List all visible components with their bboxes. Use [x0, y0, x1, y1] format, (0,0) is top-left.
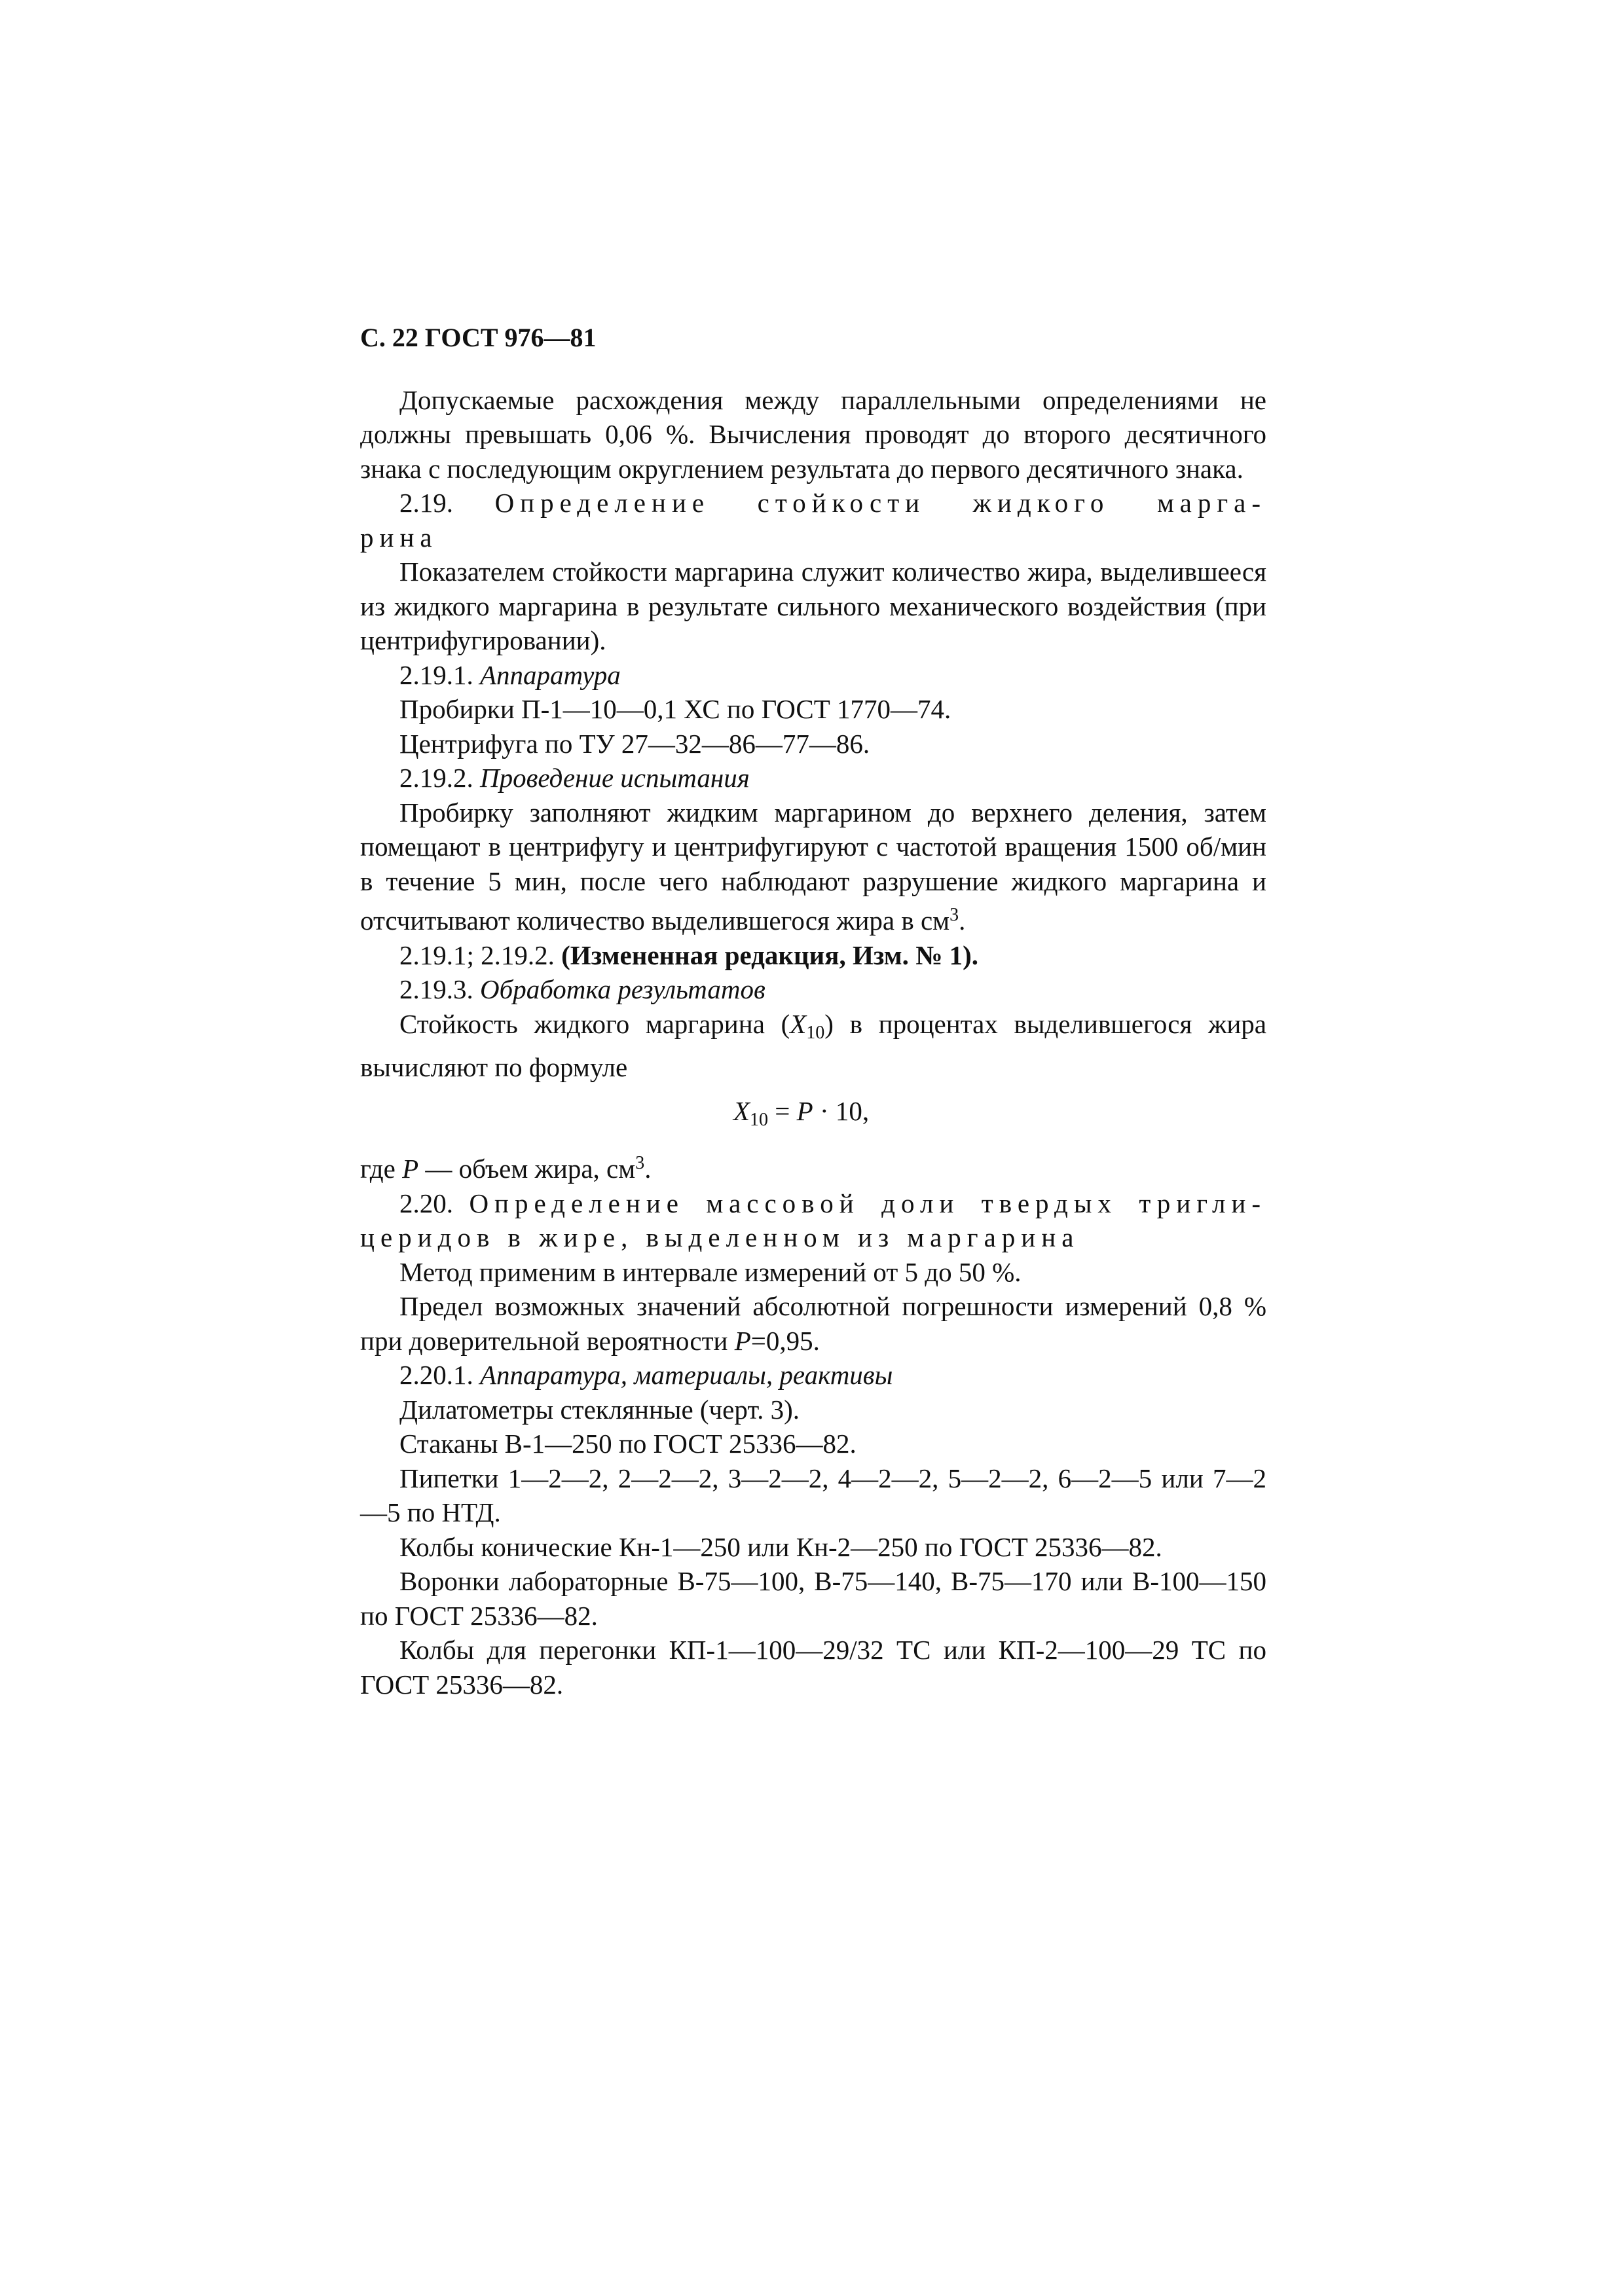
list-item: Стаканы В-1—250 по ГОСТ 25336—82. [399, 1429, 857, 1459]
paragraph-range: Метод применим в интервале измерений от 5 до 50 %. [399, 1256, 1022, 1287]
variable-p: P [734, 1325, 751, 1356]
section-title: Аппаратура, материалы, реактивы [480, 1360, 893, 1390]
amendment-ref: 2.19.1; 2.19.2. [399, 939, 555, 970]
variable-x: X [790, 1008, 807, 1039]
paragraph-calculation: Стойкость жидкого маргарина $(X_{10})$ в процентах выделившегося жира вычисляют по формуле [360, 1008, 1267, 1082]
section-title: Обработка результатов [480, 974, 765, 1004]
paragraph-error-limit: Предел возможных значений абсолютной погрешности измерений 0,8 % при доверительной вероятности P=0,95. [360, 1291, 1266, 1356]
section-title-continuation: рина [360, 522, 438, 553]
document-page [360, 321, 1266, 1702]
section-title: Определение массовой доли твердых тригли- [469, 1188, 1266, 1218]
section-number: 2.19. [399, 488, 453, 518]
running-header: С. 22 ГОСТ 976—81 [360, 323, 597, 352]
formula-equals: = [768, 1095, 797, 1126]
section-title: Определение стойкости жидкого марга- [494, 488, 1267, 518]
section-2-19-heading-cont [360, 520, 1266, 555]
legend-variable: P [402, 1154, 419, 1184]
formula [360, 1094, 1266, 1138]
section-number: 2.19.3. [399, 974, 473, 1004]
formula-lhs: X [733, 1095, 750, 1126]
section-number: 2.20.1. [399, 1360, 473, 1390]
formula-rest: · 10, [813, 1095, 870, 1126]
section-number: 2.19.2. [399, 763, 473, 793]
list-item: Воронки лабораторные В-75—100, В-75—140, В-75—170 или В-100—150 по ГОСТ 25336—82. [360, 1566, 1266, 1631]
formula-p: P [796, 1095, 813, 1126]
list-item: Дилатометры стеклянные (черт. 3). [399, 1394, 800, 1425]
paragraph-test-procedure: Пробирку заполняют жидким маргарином до верхнего деления, затем помещают в центрифугу и центрифугируют с частотой вращения 1500 об/мин в течение 5 мин, после чего наблюдают разрушение жидкого маргарина и отсчитывают количество выделившегося жира в $см^3$. [360, 797, 1266, 936]
section-2-20-1-heading [360, 1358, 1266, 1393]
unit-exponent: 3 [949, 905, 959, 925]
section-number: 2.19.1. [399, 659, 473, 690]
section-title: Проведение испытания [480, 763, 750, 793]
section-2-19-2-heading [360, 761, 1266, 795]
unit-exponent: 3 [635, 1153, 645, 1173]
section-number: 2.20. [399, 1188, 453, 1218]
section-2-19-1-heading [360, 658, 1266, 693]
list-item: Колбы для перегонки КП-1—100—29/32 ТС или КП-2—100—29 ТС по ГОСТ 25336—82. [360, 1635, 1266, 1700]
list-item: Пипетки 1—2—2, 2—2—2, 3—2—2, 4—2—2, 5—2—2, 6—2—5 или 7—2—5 по НТД. [360, 1463, 1266, 1527]
paragraph-tolerance: Допускаемые расхождения между параллельными определениями не должны превышать 0,06 %. Вычисления проводят до второго десятичного знака с последующим округлением результата до первого десятичного знака. [360, 384, 1266, 484]
list-item: Центрифуга по ТУ 27—32—86—77—86. [399, 728, 870, 759]
formula-legend: где P — объем жира, $см^3$. [360, 1153, 652, 1184]
procedure-text: Пробирку заполняют жидким маргарином до верхнего деления, затем помещают в центрифугу и центрифугируют с частотой вращения 1500 об/мин в течение 5 мин, после чего наблюдают разрушение жидкого маргарина и отсчитывают количество выделившегося жира в см [360, 797, 1266, 936]
formula-lhs-subscript: 10 [750, 1109, 769, 1130]
paragraph-stability-intro: Показателем стойкости маргарина служит количество жира, выделившееся из жидкого маргарина в результате сильного механического воздействия (при центрифугировании). [360, 556, 1266, 655]
section-2-20-heading-cont [360, 1220, 1266, 1255]
section-title: Аппаратура [480, 659, 621, 690]
amendment-note [360, 938, 1266, 973]
section-2-19-3-heading [360, 972, 1266, 1007]
section-title-continuation: церидов в жире, выделенном из маргарина [360, 1222, 1080, 1252]
list-item: Пробирки П-1—10—0,1 ХС по ГОСТ 1770—74. [399, 694, 951, 724]
variable-subscript: 10 [806, 1022, 825, 1043]
section-2-20-heading [360, 1186, 1266, 1221]
amendment-text: (Измененная редакция, Изм. № 1). [561, 939, 979, 970]
list-item: Колбы конические Кн-1—250 или Кн-2—250 по ГОСТ 25336—82. [399, 1531, 1162, 1562]
section-2-19-heading [360, 486, 1266, 520]
